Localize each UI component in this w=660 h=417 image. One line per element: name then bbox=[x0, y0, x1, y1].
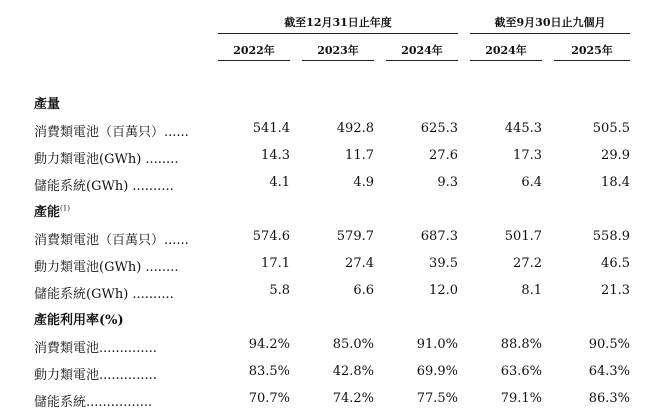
header-group-rule-2 bbox=[470, 33, 630, 34]
cell-value: 17.1 bbox=[261, 256, 290, 271]
cell-value: 90.5% bbox=[588, 337, 630, 352]
row-label: 消費類電池（百萬只）...... bbox=[34, 233, 189, 248]
row-label: 消費類電池（百萬只）...... bbox=[34, 125, 189, 140]
cell-value: 64.3% bbox=[588, 364, 630, 379]
cell-value: 29.9 bbox=[601, 148, 630, 163]
cell-value: 8.1 bbox=[521, 283, 542, 298]
year-rule-5 bbox=[554, 60, 630, 61]
cell-value: 6.4 bbox=[521, 175, 542, 190]
year-rule-3 bbox=[386, 60, 458, 61]
cell-value: 27.4 bbox=[345, 256, 374, 271]
year-header-2022: 2022年 bbox=[233, 44, 275, 57]
section-title-output: 產量 bbox=[34, 97, 61, 112]
cell-value: 18.4 bbox=[601, 175, 630, 190]
cell-value: 85.0% bbox=[332, 337, 374, 352]
section-title-utilization: 產能利用率(%) bbox=[34, 313, 124, 328]
cell-value: 91.0% bbox=[416, 337, 458, 352]
cell-value: 12.0 bbox=[429, 283, 458, 298]
year-header-2024: 2024年 bbox=[401, 44, 443, 57]
section-title-capacity: 產能$^{(1)}$ bbox=[34, 204, 70, 220]
cell-value: 505.5 bbox=[592, 121, 630, 136]
cell-value: 501.7 bbox=[504, 229, 542, 244]
cell-value: 687.3 bbox=[420, 229, 458, 244]
year-header-2025-9m: 2025年 bbox=[571, 44, 613, 57]
cell-value: 70.7% bbox=[248, 391, 290, 406]
cell-value: 4.9 bbox=[353, 175, 374, 190]
cell-value: 14.3 bbox=[261, 148, 290, 163]
cell-value: 63.6% bbox=[500, 364, 542, 379]
footnote-marker: (1) bbox=[60, 204, 70, 213]
row-label: 動力類電池(GWh) ........ bbox=[34, 152, 179, 167]
row-label: 消費類電池.............. bbox=[34, 341, 157, 356]
cell-value: 6.6 bbox=[353, 283, 374, 298]
year-header-2024-9m: 2024年 bbox=[485, 44, 527, 57]
cell-value: 574.6 bbox=[252, 229, 290, 244]
cell-value: 21.3 bbox=[601, 283, 630, 298]
cell-value: 88.8% bbox=[500, 337, 542, 352]
row-label: 動力類電池.............. bbox=[34, 368, 157, 383]
cell-value: 579.7 bbox=[336, 229, 374, 244]
cell-value: 625.3 bbox=[420, 121, 458, 136]
cell-value: 74.2% bbox=[332, 391, 374, 406]
cell-value: 492.8 bbox=[336, 121, 374, 136]
header-group-year-end: 截至12月31日止年度 bbox=[284, 16, 392, 29]
year-rule-4 bbox=[470, 60, 542, 61]
cell-value: 17.3 bbox=[513, 148, 542, 163]
year-rule-2 bbox=[302, 60, 374, 61]
cell-value: 9.3 bbox=[437, 175, 458, 190]
cell-value: 27.6 bbox=[429, 148, 458, 163]
cell-value: 86.3% bbox=[588, 391, 630, 406]
header-group-nine-months: 截至9月30日止九個月 bbox=[494, 16, 606, 29]
header-group-rule-1 bbox=[218, 33, 458, 34]
cell-value: 77.5% bbox=[416, 391, 458, 406]
cell-value: 5.8 bbox=[269, 283, 290, 298]
cell-value: 445.3 bbox=[504, 121, 542, 136]
cell-value: 558.9 bbox=[592, 229, 630, 244]
cell-value: 69.9% bbox=[416, 364, 458, 379]
cell-value: 83.5% bbox=[248, 364, 290, 379]
cell-value: 11.7 bbox=[345, 148, 374, 163]
year-header-2023: 2023年 bbox=[317, 44, 359, 57]
cell-value: 42.8% bbox=[332, 364, 374, 379]
row-label: 儲能系統(GWh) .......... bbox=[34, 287, 174, 302]
year-rule-1 bbox=[218, 60, 290, 61]
row-label: 儲能系統................ bbox=[34, 395, 153, 410]
cell-value: 541.4 bbox=[252, 121, 290, 136]
cell-value: 79.1% bbox=[500, 391, 542, 406]
cell-value: 94.2% bbox=[248, 337, 290, 352]
row-label: 儲能系統(GWh) .......... bbox=[34, 179, 174, 194]
cell-value: 46.5 bbox=[601, 256, 630, 271]
cell-value: 27.2 bbox=[513, 256, 542, 271]
cell-value: 39.5 bbox=[429, 256, 458, 271]
cell-value: 4.1 bbox=[269, 175, 290, 190]
row-label: 動力類電池(GWh) ........ bbox=[34, 260, 179, 275]
